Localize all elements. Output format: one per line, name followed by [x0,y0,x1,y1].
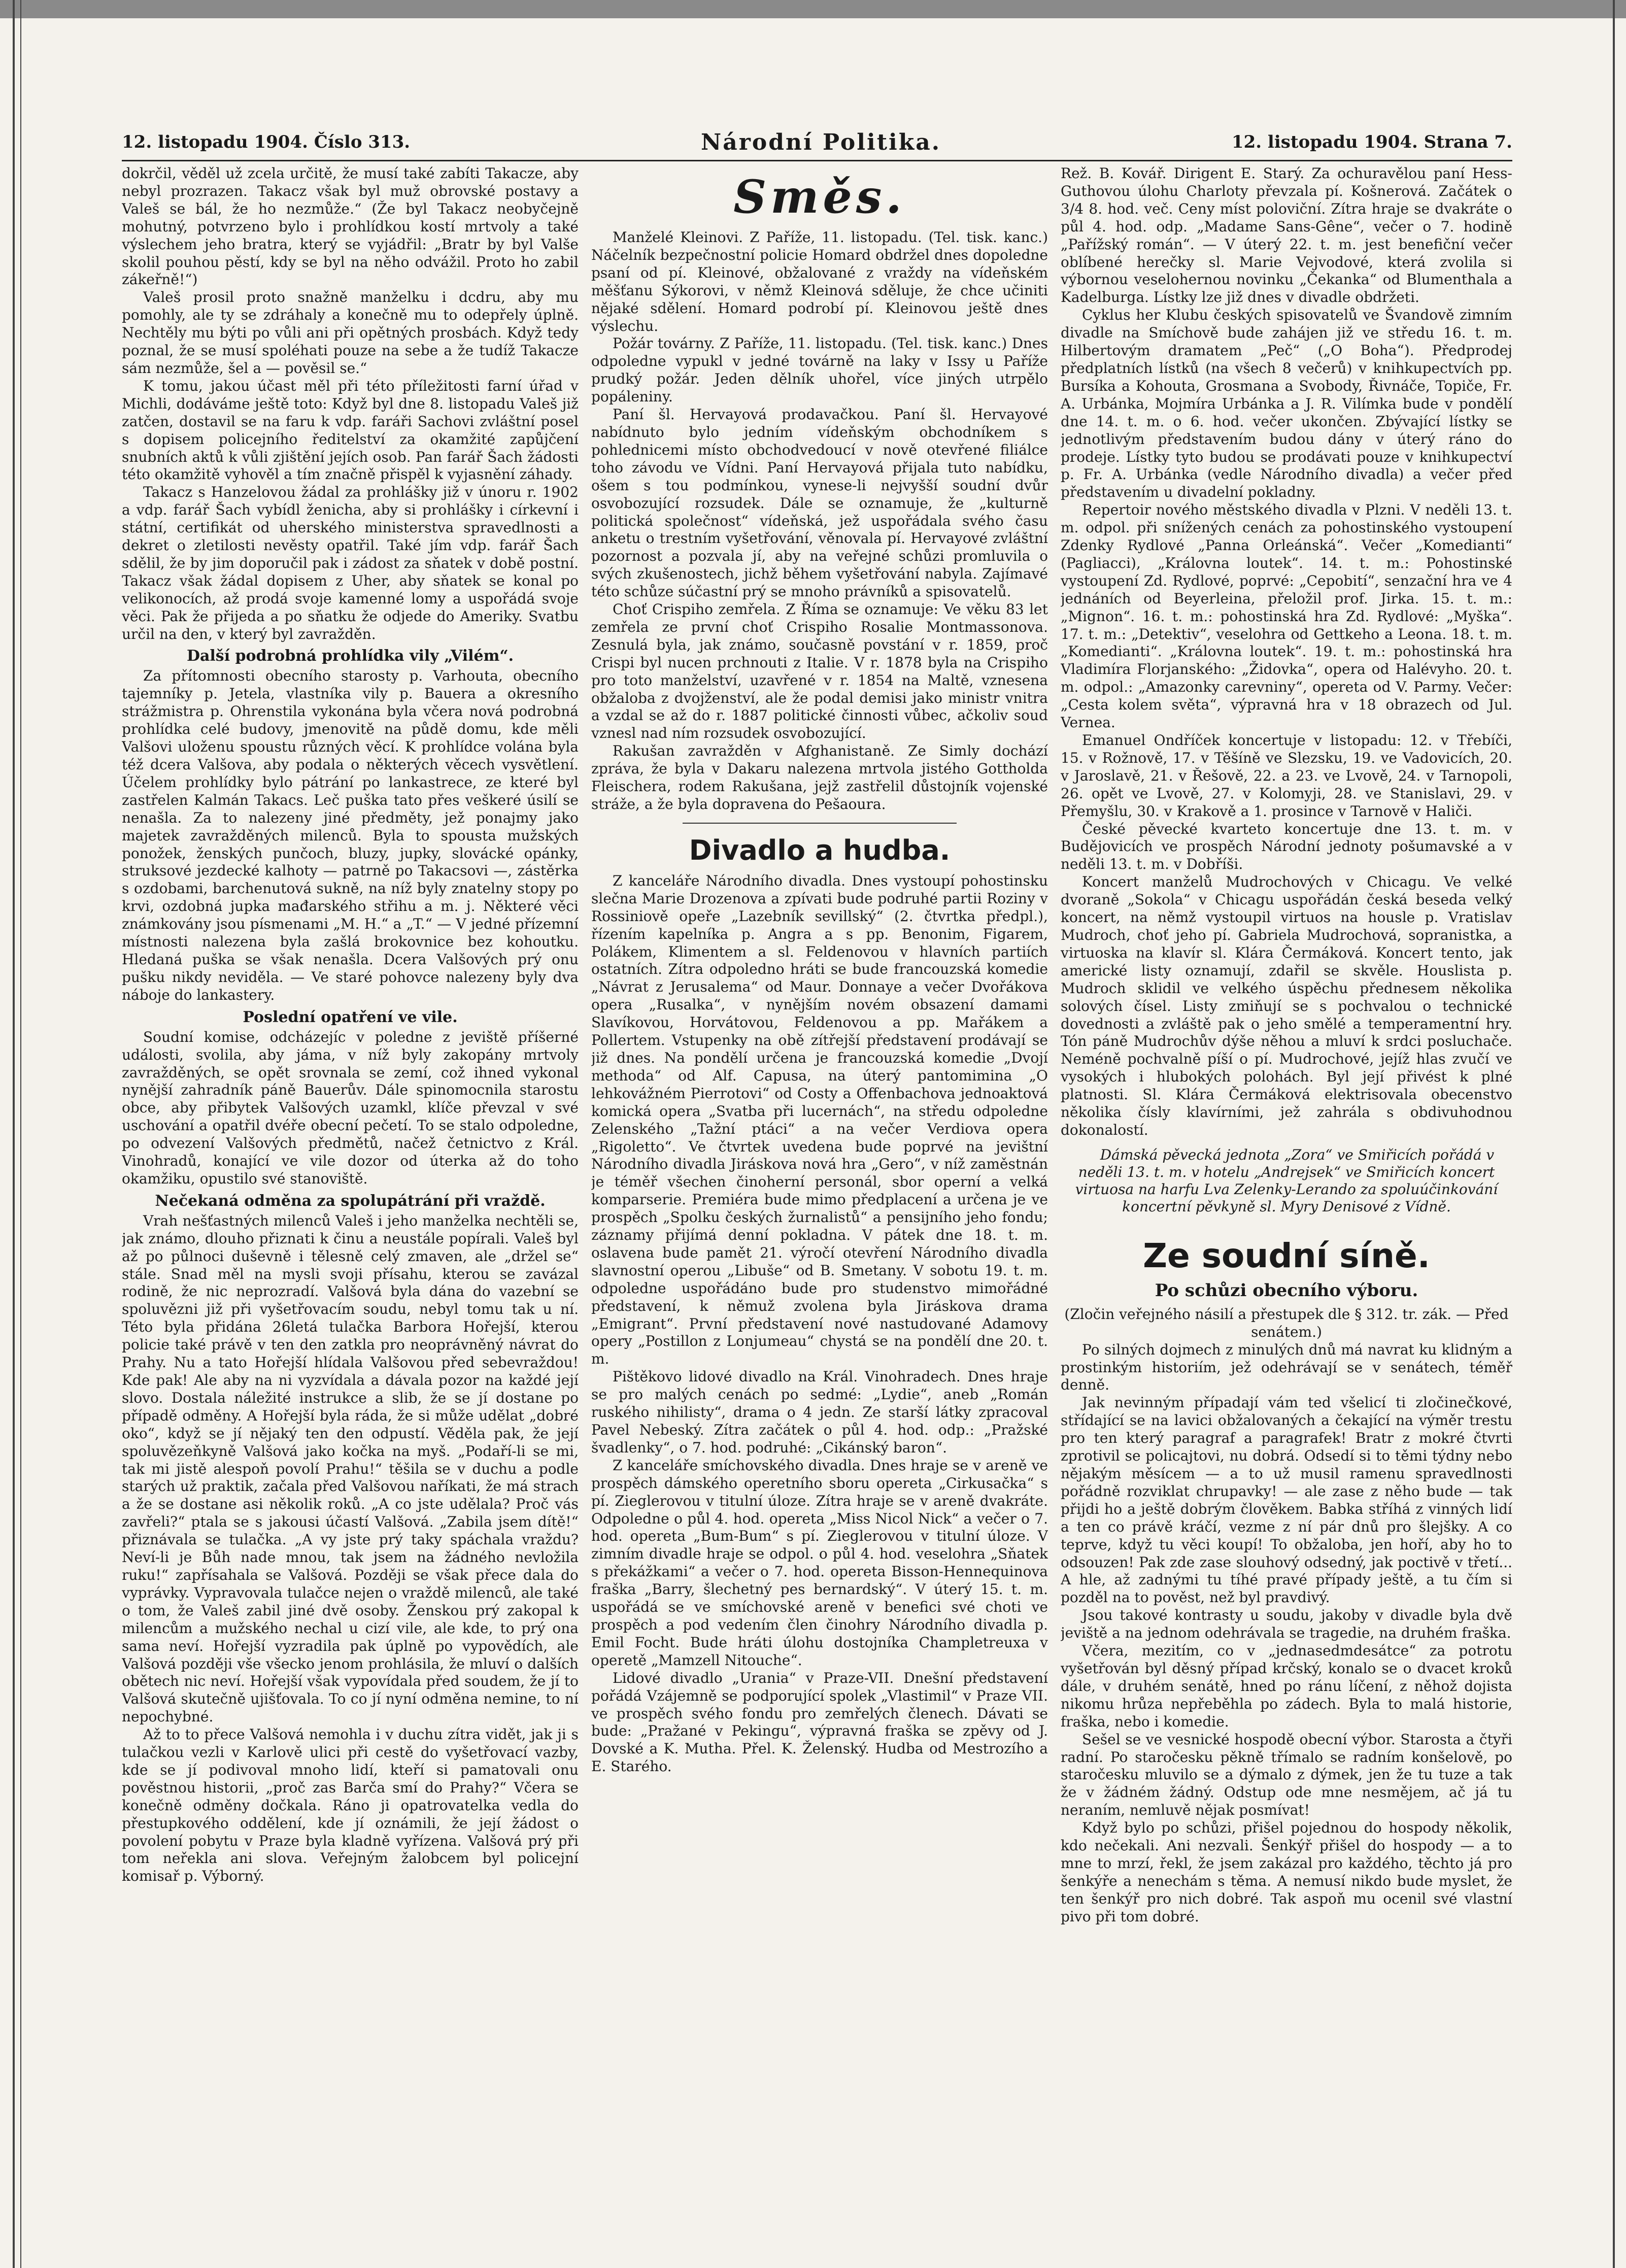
news-item: Rakušan zavražděn v Afghanistaně. Ze Simly dochází zpráva, že byla v Dakaru nalezena mrtvola jistého Gottholda Fleischera, rodem Rakušana, jejž zastřelil důstojník vojenské stráže, a že byla dopravena do Pešaoura. [591,742,1048,813]
paragraph: Po silných dojmech z minulých dnů má navrat ku klidným a prostinkým historiím, jež odehrávají se v senátech, téměř denně. [1061,1341,1512,1394]
paragraph: Koncert manželů Mudrochových v Chicagu. Ve velké dvoraně „Sokola“ v Chicagu uspořádán česká beseda velký koncert, na němž vystoupil virtuos na housle p. Vratislav Mudroch, choť jeho pí. Gabriela Mudrochová, sopranistka, a virtuoska na klavír sl. Klára Čermáková. Koncert tento, jak americké listy oznamují, zdařil se skvěle. Houslista p. Mudroch sklidil ve velkého úspěchu přednesem několika solových čísel. Listy zmiňují se s pochvalou o technické dovednosti a zvláště pak o jeho smělé a temperamentní hry. Tón páně Mudrochův dýše něhou a mluví k srdci posluchače. Neméně pochvalně píší o pí. Mudrochové, jejíž hlas zvučí ve vysokých i hlubokých polohách. Byl její přivést k plné platnosti. Sl. Klára Čermáková elektrisovala obecenstvo několika čísly klavírními, jež zahrála s obdivuhodnou dokonalostí. [1061,873,1512,1138]
paragraph: Pištěkovo lidové divadlo na Král. Vinohradech. Dnes hraje se pro malých cenách po sedmé: „Lydie“, aneb „Román ruského nihilisty“, drama o 4 jedn. Ze starší látky zpracoval Pavel Nebeský. Zítra začátek o půl 4. hod. odp.: „Pražské švadlenky“, o 7. hod. podruhé: „Cikánský baron“. [591,1368,1048,1456]
section-heading-posledni: Poslední opatření ve vile. [243,1008,458,1026]
section-title-smes: Směs. [733,170,906,224]
article-title-schuze: Po schůzi obecního výboru. [1155,1280,1418,1301]
article-lead: (Zločin veřejného násilí a přestupek dle § 312. tr. zák. — Před senátem.) [1064,1305,1509,1340]
paragraph: Vrah nešťastných milenců Valeš i jeho manželka nechtěli se, jak známo, dlouho přiznati k činu a neustále popírali. Valeš byl až po půlnoci duševně i tělesně celý zmaven, ale „držel se“ stále. Snad měl na mysli svoji přísahu, kterou se zavázal rodině, že nic neprozradí. Valšová byla dána do vazební se spoluvězni již při vyšetřovacím soudu, nebyl tomu tak u ní. Této byla přidána 26letá tulačka Barbora Hořejší, kterou policie také právě v ten den zatkla pro neoprávněný návrat do Prahy. Nu a tato Hořejší hlídala Valšovou před sebevraždou! Kde pak! Ale aby na ni vyzvídala a dávala pozor na každé její slovo. Dostala náležité instrukce a slib, že se jí dostane po případě odměny. A Hořejší byla ráda, že si může udělat „dobré oko“, když se jí nějaký ten den odpustí. Věděla pak, že její spoluvězeňkyně Valšová jako kočka na myš. „Podaří-li se mi, tak mi jistě alespoň povolí Prahu!“ těšila se v duchu a podle starých už praktik, začala před Valšovou naříkati, že má strach a že se dostane asi několik roků. „A co jste udělala? Proč vás zavřeli?“ ptala se s jakousi účastí Valšová. „Zabila jsem dítě!“ přiznávala se tulačka. „A vy jste prý taky spáchala vraždu? Neví-li je Bůh nade mnou, tak jsem na žádného nevložila ruku!“ zapřísahala se Valšová. Později se však přece dala do vyprávky. Vypravovala tulačce nejen o vraždě milenců, ale také o tom, že Valeš zabil jiné dvě osoby. Ženskou prý zakopal k milencům a mužského nechal u cizí vile, ale kde, to prý ona sama neví. Hořejší vyzradila pak úplně po vypovědích, ale Valšová později vše všecko jenom prohlásila, že mluví o dalších obětech nic neví. Hořejší však vypovídala před soudem, že jí to Valšová skutečně ujišťovala. To co jí nyní odměna nemine, to ní nepochybné. [122,1212,579,1725]
paragraph: Takacz s Hanzelovou žádal za prohlášky již v únoru r. 1902 a vdp. farář Šach vybídl ženicha, aby si prohlášky i církevní i státní, certifikát od uherského ministerstva spravedlnosti a dekret o zletilosti nevěsty opatřil. Také jím vdp. farář Šach sdělil, že by jim doporučil pak i zádost za sňatek v době postní. Takacz však žádal dopisem z Uher, aby sňatek se konal po velikonocích, až prodá svoje kamenné lomy a uspořádá svoje věci. Pak že přijeda a po sňatku že odjede do Ameriky. Svatbu určil na den, v který byl zavražděn. [122,484,579,642]
news-item: Paní šl. Hervayová prodavačkou. Paní šl. Hervayové nabídnuto bylo jedním vídeňským obchodníkem s pohlednicemi místo obchodvedoucí v nově otevřené filiálce toho závodu ve Vídni. Paní Hervayová přijala tuto nabídku, ošem s tou podmínkou, vynese-li nejvyšší soudní dvůr osvobozující rozsudek. Dále se oznamuje, že „kulturně politická společnost“ vídeňská, jež uspořádala svého času anketu o trestním vyšetřování, věnovala pí. Hervayové zvláštní pozornost a pozvala jí, aby na veřejné schůzi promluvila o svých zkušenostech, jichž během vyšetřování nabyla. Zajímavé této schůze súčastní prý se mnoho právníků a spisovatelů. [591,406,1048,600]
paragraph: Za přítomnosti obecního starosty p. Varhouta, obecního tajemníky p. Jetela, vlastníka vily p. Bauera a okresního strážmistra p. Ohrenstila vykonána byla včera nová podrobná prohlídka celé budovy, jmenovitě na půdě domu, kde měli Valšovi uloženu spoustu různých věcí. K prohlídce volána byla též dcera Valšova, aby podala o některých věcech vysvětlení. Účelem prohlídky bylo pátrání po lankastrece, ze které byl zastřelen Kalmán Takacs. Leč puška tato přes veškeré úsilí se nenašla. Za to nalezeny jiné předměty, jež ponajmy jako majetek zavražděných milenců. Byla to spousta mužských ponožek, ženských punčoch, bluzy, jupky, slovácké opánky, struksové jezdecké kalhoty — patrně po Takacsovi —, zástěrka s ozdobami, barchenutová sukně, na níž byly znatelny stopy po krvi, ozdobná jupka mađarského střihu a m. j. Některé věci známkovány jsou písmenami „M. H.“ a „T.“ — V jedné přízemní místnosti nalezena byla zašlá brokovnice bez kohoutku. Hledaná puška se však nenašla. Dcera Valšových prý onu pušku nikdy neviděla. — Ve staré pohovce nalezeny byly dva náboje do lankastery. [122,667,579,1003]
scan-top-band [0,0,1626,18]
page-header [122,124,1512,161]
column-1 [122,165,579,2124]
paragraph: Když bylo po schůzi, přišel pojednou do hospody několik, kdo nečekali. Ani nezvali. Šenkýř přišel do hospody — a to mne to mrzí, řekl, že jsem zakázal pro každého, těchto já pro šenkýře a nenechám s těma. A nemusí nikdo bude myslet, že ten šenkýř pro nich dobré. Tak aspoň mu ocenil své vlastní pivo při tom dobré. [1061,1819,1512,1925]
section-divider [683,823,957,824]
section-heading-vila: Další podrobná prohlídka vily „Vilém“. [186,647,514,665]
concert-notice: Dámská pěvecká jednota „Zora“ ve Smiřicích pořádá v neděli 13. t. m. v hotelu „Andrejsek“ ve Smiřicích koncert virtuosa na harfu Lva Zelenky-Lerando za spoluúčinkování koncertní pěvkyně sl. Myry Denisové z Vídně. [1075,1146,1498,1215]
paragraph: Z kanceláře Národního divadla. Dnes vystoupí pohostinsku slečna Marie Drozenova a zpívati bude podruhé partii Roziny v Rossiniově opeře „Lazebník sevillský“ (2. čtvrtka předpl.), řízením kapelníka p. Angra a s pp. Benonim, Figarem, Polákem, Klimentem a sl. Feldenovou v hlavních partiích ostatních. Zítra odpoledno hráti se bude francouzská komedie „Návrat z Jerusalema“ od Maur. Donnaye a večer Dvořákova opera „Rusalka“, v nynějším novém obsazení damami Slavíkovou, Horvátovou, Feldenovou a pp. Mařákem a Pollertem. Vstupenky na obě zítřejší představení prodávají se již dnes. Na pondělí určena je francouzská komedie „Dvojí methoda“ od Alf. Capusa, na úterý pantomimina „O lehkovážném Pierrotovi“ od Costy a Offenbachova jednoaktová komická opera „Svatba při lucernách“, na středu odpoledne Zelenského „Tažní ptáci“ a na večer Verdiova opera „Rigoletto“. Ve čtvrtek uvedena bude poprvé na jevištní Národního divadla Jiráskova nová hra „Gero“, v níž zaměstnán je téměř všechen činoherní personál, sbor operní a velká komparserie. Premiéra bude mimo předplacení a určena je ve prospěch „Spolku českých žurnalistů“ a pensijního jeho fondu; záznamy přijímá denní pokladna. V pátek dne 18. t. m. oslavena bude pamět 21. výročí otevření Národního divadla slavnostní operou „Libuše“ od B. Smetany. V sobotu 19. t. m. odpoledne uspořádáno bude pro studenstvo mimořádné představení, k němuž zvolena byla Jiráskova drama „Emigrant“. První představení nové nastudované Adamovy opery „Postillon z Lonjumeau“ chystá se na pondělí dne 20. t. m. [591,872,1048,1368]
section-title-soud: Ze soudní síně. [1143,1236,1430,1275]
paragraph: Soudní komise, odcházejíc v poledne z jeviště příšerné události, svolila, aby jáma, v níž byly zakopány mrtvoly zavražděných, se opět srovnala se zemí, což ihned vykonal nynější zahradník páně Bauerův. Dále spinomocnila starostu obce, aby přibytek Valšových uzamkl, klíče převzal v své uschování a opatřil dvéře obecní pečetí. To se stalo odpoledne, po odvezení Valšových předmětů, načež četnictvo z Král. Vinohradů, konající ve vile dozor od úterka až do toho okamžiku, opustilo své stanoviště. [122,1028,579,1187]
paragraph: Cyklus her Klubu českých spisovatelů ve Švandově zimním divadle na Smíchově bude zahájen již ve středu 16. t. m. Hilbertovým dramatem „Peč“ („O Boha“). Předprodej předplatních lístků (na všech 8 večerů) v knihkupectvích pp. Bursíka a Kohouta, Grosmana a Svobody, Řivnáče, Topiče, Fr. A. Urbánka, Mojmíra Urbánka a J. R. Vilímka bude v pondělí dne 14. t. m. o 6. hod. večer ukončen. Zbývající lístky se jednotlivým představením budou dány v úterý ráno do prodeje. Lístky tyto budou se prodávati pouze v knihkupectví p. Fr. A. Urbánka (vedle Národního divadla) a večer před představením u divadelní pokladny. [1061,307,1512,501]
paragraph: Jak nevinným případají vám ted všelicí ti zločinečkové, střídající se na lavici obžalovaných a čekající na výměr trestu pro ten který paragraf a paragrafek! Bratr z mokré čtvrti zprotivil se policajtovi, nu dobrá. Odsedí si to těmi týdny nebo nějakým měsícem — a to už musil ramenu spravedlnosti pořádně rozviklat chrupavky! — ale zase z něho bude — tak přijdi ho a ještě dobrým člověkem. Babka stříhá z vinných lidí a ten co právě kráčí, vezme z ní pár dnů pro šlejšky. A co teprve, když tu věci koupí! To obžaloba, jen hoří, aby ho to odsouzen! Pak zde zase slouhový odsedný, jak poctivě v třetí... A hle, až zadnými tu tíhé pravé případy ještě, a tu čím si pozděl na to pověst, než byl pravdivý. [1061,1394,1512,1606]
section-title-divadlo: Divadlo a hudba. [689,834,951,866]
masthead: Národní Politika. [700,129,941,155]
column-2 [591,165,1048,2124]
news-item: Choť Crispiho zemřela. Z Říma se oznamuje: Ve věku 83 let zemřela ze první choť Crispiho Rosalie Montmassonova. Zesnulá byla, jak známo, současně povstání v r. 1859, proč Crispi byl nucen prchnouti z Italie. V r. 1878 byla na Crispiho pro toto manželství, uzavřené v r. 1854 na Maltě, vznesena obžaloba z dvojženství, ale že podal demisi jako ministr vnitra a vzdal se až do r. 1887 politické činnosti vůbec, ačkoliv soud vznesl nad ním rozsudek osvobozující. [591,601,1048,742]
header-date-issue: 12. listopadu 1904. Číslo 313. [122,132,411,152]
scan-edge-right [1613,0,1615,2268]
paragraph: Lidové divadlo „Urania“ v Praze-VII. Dnešní představení pořádá Vzájemně se podporující spolek „Vlastimil“ v Praze VII. ve prospěch svého fondu pro zemřelých členech. Dávati se bude: „Pražané v Pekingu“, výpravná fraška se zpěvy od J. Dovské a K. Mutha. Přel. K. Želenský. Hudba od Mestrozího a E. Starého. [591,1669,1048,1775]
header-date-page: 12. listopadu 1904. Strana 7. [1231,132,1512,152]
scan-edge-left [13,0,15,2268]
paragraph: Z kanceláře smíchovského divadla. Dnes hraje se v areně ve prospěch dámského operetního sboru opereta „Cirkusačka“ s pí. Zieglerovou v titulní úloze. Zítra hraje se v areně dvakráte. Odpoledne o půl 4. hod. opereta „Miss Nicol Nick“ a večer o 7. hod. opereta „Bum-Bum“ s pí. Zieglerovou v titulní úloze. V zimním divadle hraje se odpol. o půl 4. hod. veselohra „Sňatek s překážkami“ a večer o 7. hod. opereta Bisson-Hennequinova fraška „Barry, šlechetný pes bernardský“. V úterý 15. t. m. uspořádá se ve smíchovské areně v benefici své choti ve prospěch a pod vedením člen činohry Národního divadla p. Emil Focht. Bude hráti úlohu dostojníka Champletreuxa v operetě „Mamzell Nitouche“. [591,1457,1048,1669]
paragraph: Emanuel Ondříček koncertuje v listopadu: 12. v Třebíči, 15. v Rožnově, 17. v Těšíně ve Slezsku, 19. ve Vadovicích, 20. v Jaroslavě, 21. v Řešově, 22. a 23. ve Lvově, 24. v Tarnopoli, 26. opět ve Lvově, 27. v Kolomyji, 28. ve Stanislavi, 29. v Přemyšlu, 30. v Krakově a 1. prosince v Tarnově v Haliči. [1061,732,1512,820]
paragraph: České pěvecké kvarteto koncertuje dne 13. t. m. v Budějovicích ve prospěch Národní jednoty pošumavské a v neděli 13. t. m. v Dobříši. [1061,820,1512,873]
paragraph: Sešel se ve vesnické hospodě obecní výbor. Starosta a čtyři radní. Po staročesku pěkně třímalo se radním konšelově, po staročesku mluvilo se a dýmalo z dýmek, jen že tu tuze a tak že v žádném žádný. Odstup ode mne nesmějem, ač já tu neraním, nemluvě nějak posmívat! [1061,1731,1512,1819]
paragraph: Rež. B. Kovář. Dirigent E. Starý. Za ochuravělou paní Hess-Guthovou úlohu Charloty převzala pí. Košnerová. Začátek o 3/4 8. hod. več. Ceny míst poloviční. Zítra hraje se dvakráte o půl 4. hod. odp. „Madame Sans-Gêne“, večer o 7. hodině „Pařížský román“. — V úterý 22. t. m. jest benefiční večer oblíbené herečky sl. Marie Vejvodové, která zvolila si výbornou veselohernou novinku „Čekanka“ od Blumenthala a Kadelburga. Lístky lze již dnes v divadle obdržeti. [1061,165,1512,306]
paragraph: Jsou takové kontrasty u soudu, jakoby v divadle byla dvě jeviště a na jednom odehrávala se tragedie, na druhém fraška. [1061,1607,1512,1642]
section-heading-necekana: Nečekaná odměna za spolupátrání při vraždě. [155,1192,546,1210]
paragraph: Valeš prosil proto snažně manželku i dcdru, aby mu pomohly, ale ty se zdráhaly a konečně mu to odepřely úplně. Nechtěly mu býti po vůli ani při opětných prosbách. Když tedy poznal, že se musí spoléhati pouze na sebe a že tudíž Takacze sám nezmůže, šel a — pověsil se.“ [122,289,579,377]
news-item: Manželé Kleinovi. Z Paříže, 11. listopadu. (Tel. tisk. kanc.) Náčelník bezpečnostní policie Homard obdržel dnes dopoledne psaní od pí. Kleinové, obžalované z vraždy na vídeňském měšťanu Sýkorovi, v němž Kleinová sděluje, že chce učiniti nějaké sdělení. Homard podrobí pí. Kleinovou ještě dnes výslechu. [591,229,1048,334]
paragraph: dokrčil, věděl už zcela určitě, že musí také zabíti Takacze, aby nebyl prozrazen. Takacz však byl muž obrovské postavy a Valeš se bál, že ho nezmůže.“ (Že byl Takacz neobyčejně mohutný, potvrzeno bylo i prohlídkou kostí mrtvoly a také výslechem jeho bratra, který se vyjádřil: „Bratr by byl Valše skolil pouhou pěstí, kdy se byl na něho odvážil. Proto ho zabil zákeřně!“) [122,165,579,288]
paragraph: K tomu, jakou účast měl při této příležitosti farní úřad v Michli, dodáváme ještě toto: Když byl dne 8. listopadu Valeš již zatčen, dostavil se na faru k vdp. faráři Sachovi zvláštní posel s dopisem policejního ředitelství za okamžité zapůjčení snubních aktů k vůli zjištění jejích osob. Pan farář Šach žádosti této okamžitě vyhověl a tím značně přispěl k vyjasnění záhady. [122,377,579,483]
paragraph: Až to to přece Valšová nemohla i v duchu zítra vidět, jak ji s tulačkou vezli v Karlově ulici při cestě do vyšetřovací vazby, kde se jí podivoval mnoho lidí, kteří si pamatovali onu pověstnou historii, „proč zas Barča smí do Prahy?“ Včera se konečně odměny dočkala. Ráno ji opatrovatelka vedla do přestupkového oddělení, kde jí oznámili, že její žádost o povolení pobytu v Praze byla kladně vyřízena. Valšová prý při tom neřekla ani slova. Veřejným žalobcem byl policejní komisař p. Výborný. [122,1726,579,1885]
scan-edge-left-inner [20,0,21,2268]
paragraph: Repertoir nového městského divadla v Plzni. V neděli 13. t. m. odpol. při snížených cenách za pohostinského vystoupení Zdenky Rydlové „Panna Orleánská“. Večer „Komedianti“ (Pagliacci), „Královna loutek“. 14. t. m.: Pohostinské vystoupení Zd. Rydlové, poprvé: „Cepobití“, senzační hra ve 4 jednáních od Beyerleina, přeložil prof. Jirka. 15. t. m.: „Mignon“. 16. t. m.: pohostinská hra Zd. Rydlové: „Myška“. 17. t. m.: „Detektiv“, veselohra od Gettkeho a Leona. 18. t. m. „Komedianti“. „Královna loutek“. 19. t. m.: pohostinská hra Vladimíra Florjanského: „Židovka“, opera od Halévyho. 20. t. m. odpol.: „Amazonky carevniny“, opereta od V. Parmy. Večer: „Cesta kolem světa“, výpravná hra v 18 obrazech od Jul. Vernea. [1061,501,1512,731]
news-item: Požár továrny. Z Paříže, 11. listopadu. (Tel. tisk. kanc.) Dnes odpoledne vypukl v jedné továrně na laky v Issy u Paříže prudký požár. Jeden dělník uhořel, více jiných utrpělo popáleniny. [591,335,1048,405]
column-3 [1061,165,1512,2124]
paragraph: Včera, mezitím, co v „jednasedmdesátce“ za potrotu vyšetřován byl děsný případ krčský, konalo se o dvacet kroků dále, v druhém senátě, hned po ránu líčení, z něhož dojista nikomu hrůza nepřeběhla po zádech. Byla to malá historie, fraška, nebo i komedie. [1061,1642,1512,1730]
